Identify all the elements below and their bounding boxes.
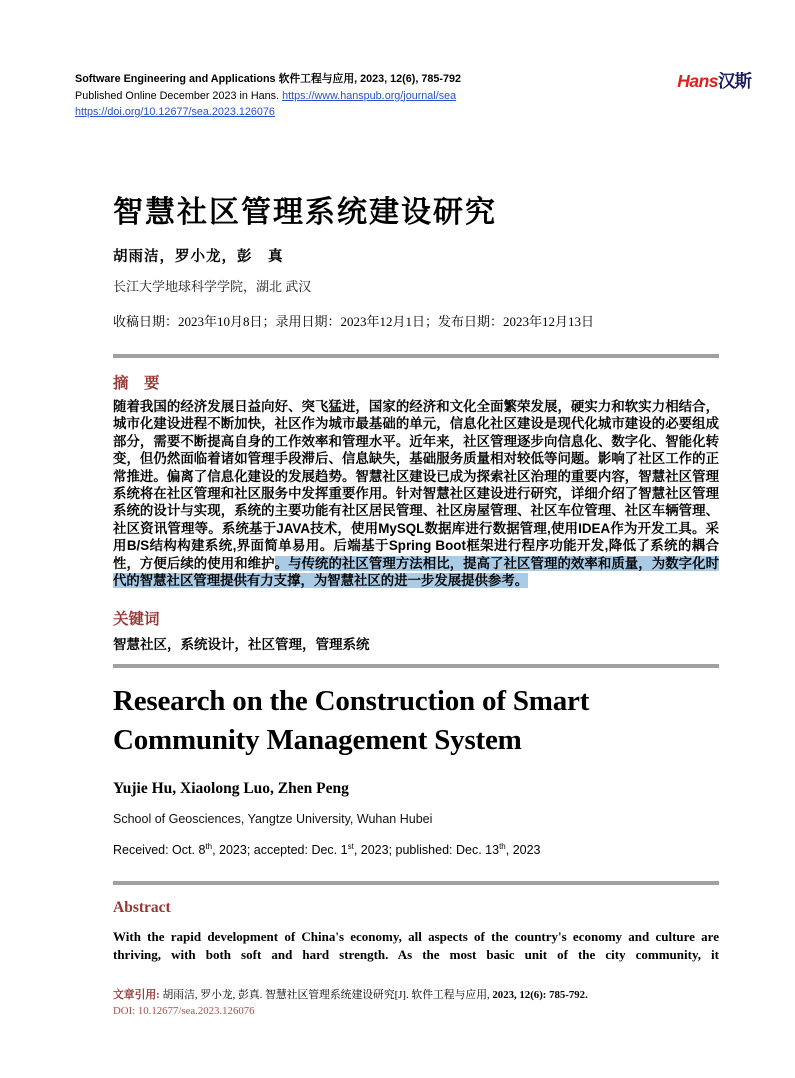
- chinese-authors: 胡雨洁，罗小龙，彭 真: [113, 249, 284, 265]
- english-title-line1: Research on the Construction of Smart: [113, 685, 590, 717]
- footer-doi: DOI: 10.12677/sea.2023.126076: [113, 1005, 255, 1017]
- citation-volume-pages: 2023, 12(6): 785-792.: [492, 989, 588, 1001]
- english-abstract-heading: Abstract: [113, 899, 171, 916]
- english-abstract-paragraph: With the rapid development of China's economy, all aspects of the country's economy and culture are thriving, with both soft and hard strength. As the most basic unit of the city community, it: [113, 929, 719, 962]
- english-affiliation: School of Geosciences, Yangtze University, Wuhan Hubei: [113, 812, 433, 826]
- chinese-keywords: 智慧社区，系统设计，社区管理，管理系统: [113, 637, 370, 652]
- english-title-line2: Community Management System: [113, 724, 522, 756]
- english-authors: Yujie Hu, Xiaolong Luo, Zhen Peng: [113, 780, 349, 797]
- doi-line: [75, 104, 461, 121]
- journal-url-link[interactable]: https://www.hanspub.org/journal/sea: [282, 89, 457, 102]
- footer-citation-block: [113, 987, 719, 1019]
- chinese-abstract-paragraph: [113, 398, 719, 589]
- published-prefix: Published Online December 2023 in Hans.: [75, 89, 283, 102]
- chinese-abstract-highlighted-text: 。与传统的社区管理方法相比，提高了社区管理的效率和质量，为数字化时代的智慧社区管理提供有力支撑，为智慧社区的进一步发展提供参考。: [113, 555, 720, 589]
- hans-logo-latin: Hans: [677, 71, 718, 91]
- published-line: [75, 88, 461, 105]
- citation-label: 文章引用:: [113, 989, 160, 1001]
- page-header: [75, 71, 751, 121]
- hans-logo-chinese: 汉斯: [718, 71, 751, 91]
- chinese-dates-line: 收稿日期：2023年10月8日；录用日期：2023年12月1日；发布日期：2023年12月13日: [113, 314, 595, 329]
- section-divider-top: [113, 354, 719, 358]
- english-title: [113, 682, 735, 760]
- section-divider-middle: [113, 664, 719, 668]
- journal-title-line: Software Engineering and Applications 软件工程与应用, 2023, 12(6), 785-792: [75, 73, 461, 85]
- chinese-abstract-heading: 摘 要: [113, 375, 160, 392]
- hans-logo: [677, 71, 751, 91]
- chinese-title: 智慧社区管理系统建设研究: [113, 196, 497, 229]
- journal-header-block: [75, 71, 461, 121]
- section-divider-bottom: [113, 881, 719, 885]
- chinese-abstract-text: 随着我国的经济发展日益向好、突飞猛进，国家的经济和文化全面繁荣发展，硬实力和软实力相结合，城市化建设进程不断加快，社区作为城市最基础的单元，信息化社区建设是现代化城市建设的必要组成部分，需要不断提高自身的工作效率和管理水平。近年来，社区管理逐步向信息化、数字化、智能化转变，但仍然面临着诸如管理手段滞后、信息缺失，基础服务质量相对较低等问题。影响了社区工作的正常推进。偏离了信息化建设的发展趋势。智慧社区建设已成为探索社区治理的重要内容，智慧社区管理系统将在社区管理和社区服务中发挥重要作用。针对智慧社区建设进行研究，详细介绍了智慧社区管理系统的设计与实现，系统的主要功能有社区居民管理、社区房屋管理、社区车位管理、社区车辆管理、社区资讯管理等。系统基于JAVA技术，使用MySQL数据库进行数据管理,使用IDEA作为开发工具。采用B/S结构构建系统,界面简单易用。后端基于Spring Boot框架进行程序功能开发,降低了系统的耦合性，方便后续的使用和维护: [113, 399, 719, 571]
- citation-line: [113, 987, 719, 1003]
- doi-url-link[interactable]: https://doi.org/10.12677/sea.2023.126076: [75, 106, 275, 118]
- en-received: Received: Oct. 8th, 2023; accepted: Dec. 1st, 2023; published: Dec. 13th, 2023: [113, 842, 541, 858]
- chinese-keywords-heading: 关键词: [113, 611, 160, 628]
- citation-text: 胡雨洁, 罗小龙, 彭真. 智慧社区管理系统建设研究[J]. 软件工程与应用,: [159, 989, 493, 1001]
- chinese-affiliation: 长江大学地球科学学院，湖北 武汉: [113, 279, 312, 294]
